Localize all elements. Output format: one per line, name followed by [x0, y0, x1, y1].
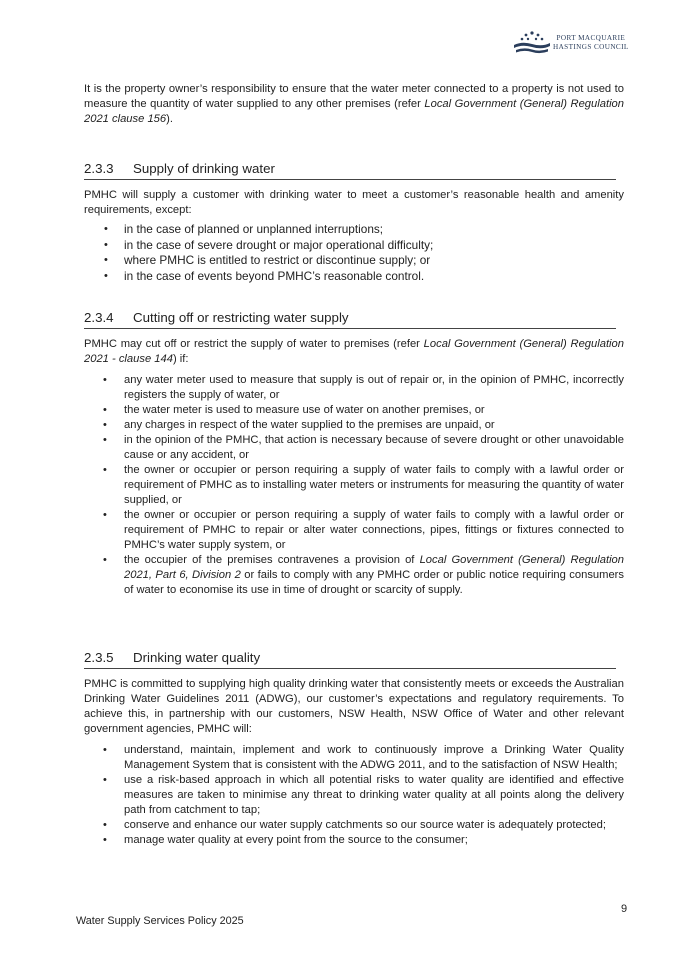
sunrise-waves-logo-icon — [512, 30, 552, 56]
bullet-icon: • — [104, 269, 108, 282]
list-item: • in the opinion of the PMHC, that action is necessary because of severe drought or other unavoidable cause or any accident, or — [103, 434, 624, 461]
document-body — [84, 82, 624, 848]
section-title: Cutting off or restricting water supply — [133, 310, 349, 325]
intro-paragraph: It is the property owner’s responsibility to ensure that the water meter connected to a property is not used to measure the quantity of water supplied to any other premises (refer Local Government (General) Regulation 2021 clause 156). — [84, 83, 624, 125]
section-title: Supply of drinking water — [133, 161, 275, 176]
section-number: 2.3.3 — [84, 161, 114, 176]
section-number: 2.3.5 — [84, 650, 114, 665]
list-item: • the owner or occupier or person requiring a supply of water fails to comply with a lawful order or requirement of PMHC to repair or alter water connections, pipes, fittings or fixtures connected to PMHC’s water supply system, or — [103, 509, 624, 551]
list-item: • conserve and enhance our water supply catchments so our source water is adequately protected; — [103, 819, 606, 831]
section-title: Drinking water quality — [133, 650, 261, 665]
bullet-icon: • — [103, 419, 107, 431]
logo-line-2: HASTINGS COUNCIL — [553, 43, 629, 51]
list-item: • in the case of events beyond PMHC’s reasonable control. — [104, 268, 425, 283]
bullet-icon: • — [103, 464, 107, 476]
list-item: • the owner or occupier or person requiring a supply of water fails to comply with a lawful order or requirement of PMHC as to installing water meters or instruments for measuring the quantity of water supplied, or — [103, 464, 624, 506]
bullet-icon: • — [103, 404, 107, 416]
page-number: 9 — [621, 903, 628, 915]
list-item: • in the case of severe drought or major operational difficulty; — [104, 237, 434, 252]
bullet-icon: • — [103, 774, 107, 786]
list-item: • any water meter used to measure that supply is out of repair or, in the opinion of PMHC, incorrectly registers the supply of water, or — [103, 374, 624, 401]
bullet-icon: • — [103, 744, 107, 756]
list-item: • any charges in respect of the water supplied to the premises are unpaid, or — [103, 419, 495, 431]
bullet-icon: • — [103, 819, 107, 831]
bullet-icon: • — [104, 223, 108, 235]
logo-text — [553, 34, 629, 52]
list-item: • where PMHC is entitled to restrict or discontinue supply; or — [104, 253, 431, 267]
council-logo — [512, 30, 632, 58]
list-item: • in the case of planned or unplanned interruptions; — [104, 222, 384, 236]
section-heading-2-3-5 — [84, 650, 616, 669]
commitments-list — [84, 743, 624, 848]
list-item: • manage water quality at every point from the source to the consumer; — [103, 834, 468, 846]
bullet-icon: • — [104, 254, 108, 266]
list-item: • the occupier of the premises contravenes a provision of Local Government (General) Regulation 2021, Part 6, Division 2 or fails to comply with any PMHC order or public notice requiring consumers of water to economise its use in time of drought or scarcity of supply. — [103, 554, 624, 596]
section-lead: PMHC may cut off or restrict the supply of water to premises (refer Local Government (General) Regulation 2021 - clause 144) if: — [84, 338, 624, 365]
section-lead: PMHC will supply a customer with drinking water to meet a customer’s reasonable health and amenity requirements, except: — [84, 189, 624, 216]
bullet-icon: • — [104, 238, 108, 251]
exceptions-list — [84, 222, 624, 284]
bullet-icon: • — [103, 434, 107, 446]
section-heading-2-3-4 — [84, 310, 616, 329]
bullet-icon: • — [103, 554, 107, 566]
section-lead: PMHC is committed to supplying high quality drinking water that consistently meets or exceeds the Australian Drinking Water Guidelines 2011 (ADWG), our customer’s expectations and regulatory requirements. To achieve this, in partnership with our customers, NSW Health, NSW Office of Water and other relevant government agencies, PMHC will: — [84, 678, 624, 735]
conditions-list — [84, 373, 624, 598]
list-item: • understand, maintain, implement and work to continuously improve a Drinking Water Quality Management System that is consistent with the ADWG 2011, and to the satisfaction of NSW Health; — [103, 744, 624, 771]
section-heading-2-3-3 — [84, 161, 616, 180]
bullet-icon: • — [103, 374, 107, 386]
bullet-icon: • — [103, 509, 107, 521]
bullet-icon: • — [103, 834, 107, 846]
logo-line-1: PORT MACQUARIE — [556, 34, 626, 42]
footer-document-title: Water Supply Services Policy 2025 — [76, 915, 244, 927]
list-item: • use a risk-based approach in which all potential risks to water quality are identified and effective measures are taken to minimise any threat to drinking water quality at all points along the delivery path from catchment to tap; — [103, 774, 624, 816]
list-item: • the water meter is used to measure use of water on another premises, or — [103, 404, 485, 416]
section-number: 2.3.4 — [84, 310, 114, 325]
